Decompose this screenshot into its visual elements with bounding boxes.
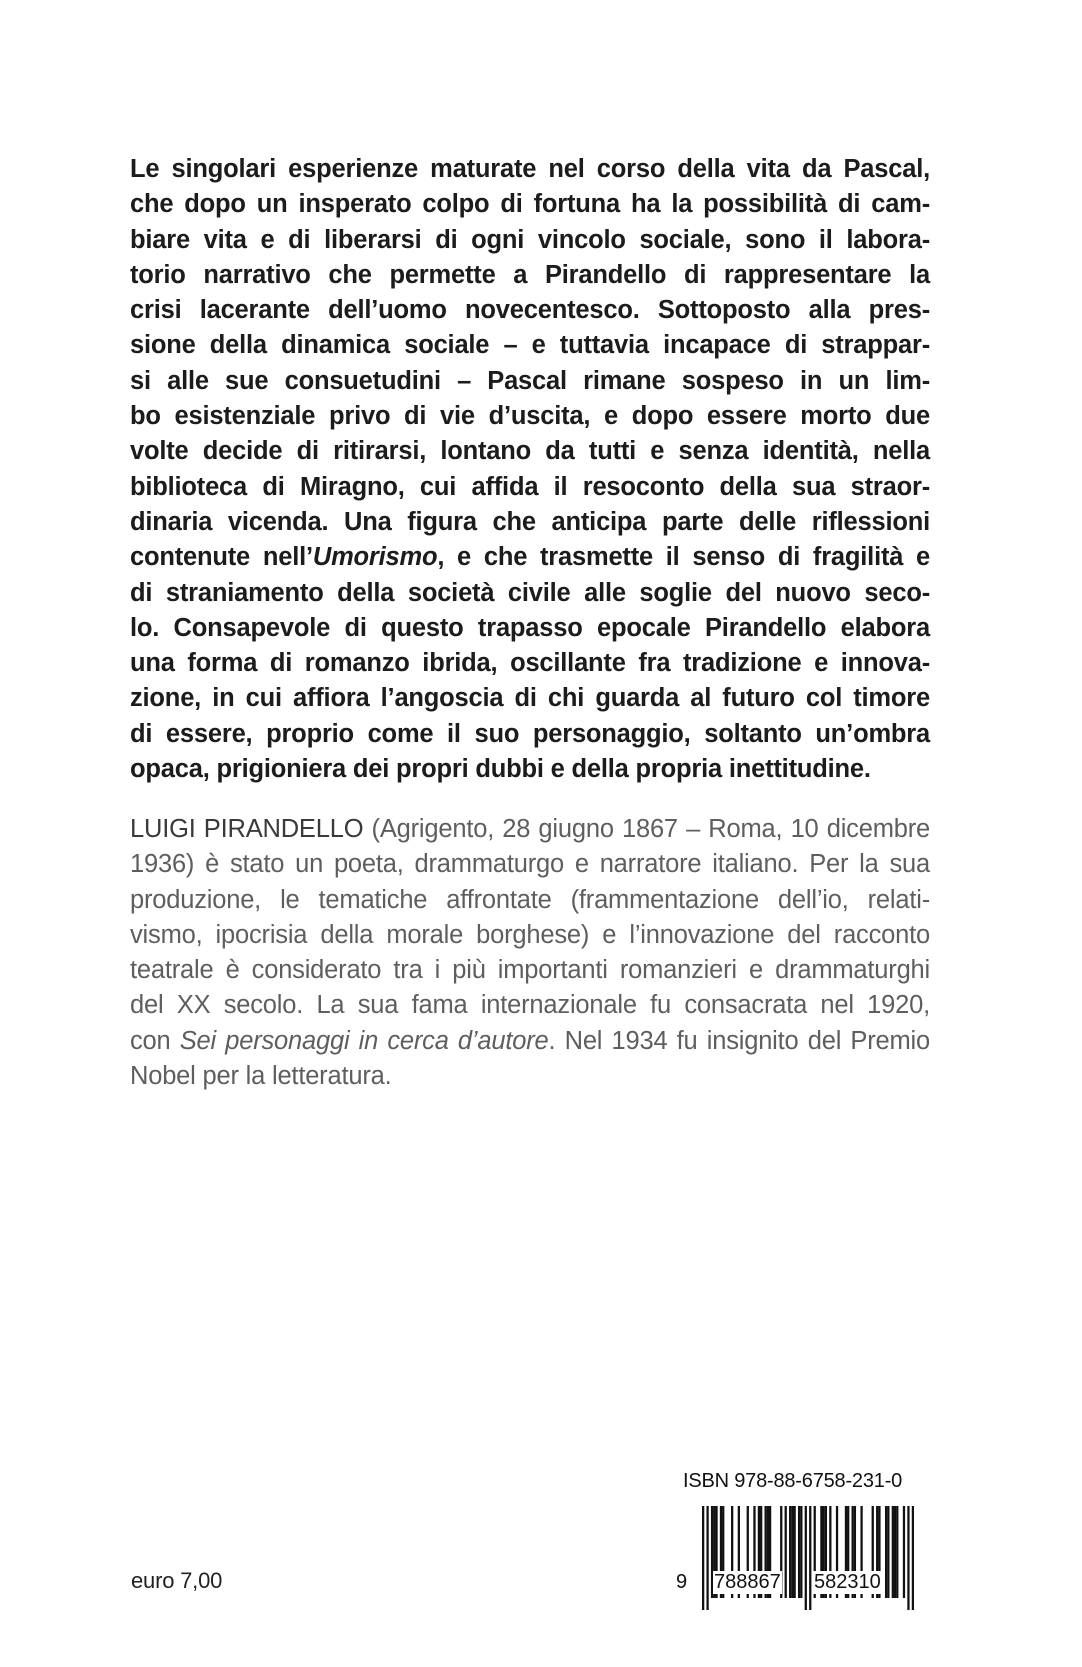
synopsis-line	[130, 540, 930, 575]
barcode-digits-right: 582310	[814, 1571, 881, 1593]
synopsis-text: contenute nell’	[130, 543, 313, 572]
barcode-digits	[675, 1571, 915, 1599]
barcode-digits-left: 788867	[714, 1571, 781, 1593]
bio-line: 1936) è stato un poeta, drammaturgo e narratore italiano. Per la sua	[130, 850, 930, 879]
author-name: LUIGI PIRANDELLO	[130, 815, 364, 843]
price-label: euro 7,00	[131, 1568, 223, 1593]
bio-line	[130, 1024, 930, 1059]
book-title-sei-personaggi: Sei personaggi in cerca d’autore	[179, 1026, 549, 1055]
synopsis-text: , e che trasmette il senso di fragilità e	[437, 543, 931, 572]
synopsis-line: di straniamento della società civile alle soglie del nuovo seco-	[130, 578, 930, 607]
author-bio	[130, 812, 930, 1094]
barcode-digit-first: 9	[676, 1571, 688, 1593]
bio-line: vismo, ipocrisia della morale borghese) e l’innovazione del racconto	[130, 920, 930, 949]
synopsis-line: di essere, proprio come il suo personaggio, soltanto un’ombra	[130, 719, 930, 748]
bio-text: . Nel 1934 fu insignito del Premio	[548, 1026, 930, 1055]
synopsis-line: zione, in cui affiora l’angoscia di chi guarda al futuro col timore	[130, 684, 930, 713]
synopsis-line: biare vita e di liberarsi di ogni vincolo sociale, sono il labora-	[130, 225, 930, 254]
synopsis-line: volte decide di ritirarsi, lontano da tutti e senza identità, nella	[130, 437, 930, 466]
synopsis-line: dinaria vicenda. Una figura che anticipa parte delle riflessioni	[130, 507, 930, 536]
bio-line: Nobel per la letteratura.	[130, 1062, 392, 1091]
synopsis-line: si alle sue consuetudini – Pascal rimane sospeso in un lim-	[130, 366, 930, 395]
synopsis-line: biblioteca di Miragno, cui affida il resoconto della sua straor-	[130, 472, 930, 501]
bio-line: del XX secolo. La sua fama internazionale fu consacrata nel 1920,	[130, 991, 930, 1020]
synopsis-line: Le singolari esperienze maturate nel corso della vita da Pascal,	[130, 155, 930, 183]
bio-line	[130, 812, 930, 847]
isbn-label: ISBN 978-88-6758-231-0	[683, 1470, 903, 1492]
book-title-umorismo: Umorismo	[312, 543, 438, 572]
bio-text: con	[130, 1026, 180, 1055]
isbn-barcode	[675, 1470, 915, 1593]
bio-line: produzione, le tematiche affrontate (frammentazione dell’io, relati-	[130, 885, 930, 914]
synopsis-line: lo. Consapevole di questo trapasso epocale Pirandello elabora	[130, 613, 930, 642]
synopsis-line: sione della dinamica sociale – e tuttavia incapace di strappar-	[130, 331, 930, 360]
synopsis-line: una forma di romanzo ibrida, oscillante fra tradizione e innova-	[130, 649, 930, 678]
synopsis-line: bo esistenziale privo di vie d’uscita, e dopo essere morto due	[130, 402, 930, 431]
synopsis-line: crisi lacerante dell’uomo novecentesco. Sottoposto alla pres-	[130, 296, 930, 325]
synopsis-paragraph	[130, 152, 930, 787]
synopsis-line: torio narrativo che permette a Pirandello di rappresentare la	[130, 260, 930, 289]
synopsis-line: opaca, prigioniera dei propri dubbi e della propria inettitudine.	[130, 755, 871, 784]
bio-line: teatrale è considerato tra i più importanti romanzieri e drammaturghi	[130, 956, 930, 985]
bio-text: (Agrigento, 28 giugno 1867 – Roma, 10 dicembre	[363, 815, 930, 843]
synopsis-line: che dopo un insperato colpo di fortuna ha la possibilità di cam-	[130, 190, 930, 219]
